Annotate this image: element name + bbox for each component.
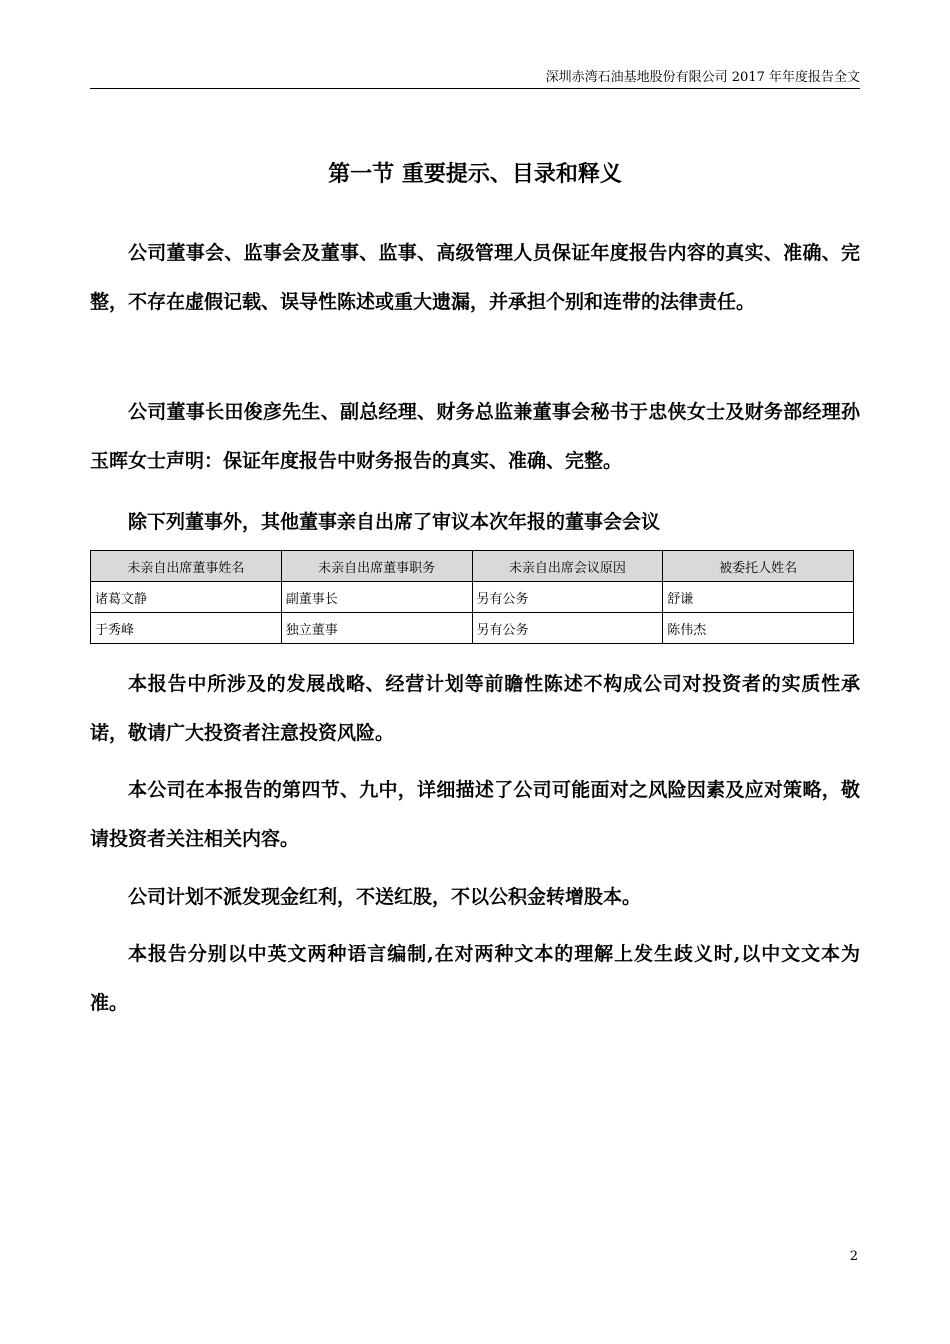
column-header-name: 未亲自出席董事姓名: [91, 551, 282, 582]
paragraph-forward-looking: 本报告中所涉及的发展战略、经营计划等前瞻性陈述不构成公司对投资者的实质性承诺，敬请广大投资者注意投资风险。: [90, 673, 860, 744]
paragraph-language-note: 本报告分别以中英文两种语言编制,在对两种文本的理解上发生歧义时,以中文文本为准。: [90, 943, 860, 1014]
page-number: 2: [849, 1249, 858, 1264]
absent-directors-table: [90, 550, 854, 644]
header-title: 深圳赤湾石油基地股份有限公司 2017 年年度报告全文: [545, 70, 860, 85]
table-cell: 独立董事: [281, 613, 472, 644]
table-cell: 舒谦: [663, 582, 854, 613]
paragraph-financial-statement: 公司董事长田俊彦先生、副总经理、财务总监兼董事会秘书于忠侠女士及财务部经理孙玉晖女士声明：保证年度报告中财务报告的真实、准确、完整。: [90, 401, 860, 472]
table-cell: 另有公务: [472, 582, 663, 613]
table-cell: 另有公务: [472, 613, 663, 644]
table-header-row: [91, 551, 854, 582]
table-cell: 诸葛文静: [91, 582, 282, 613]
table-cell: 于秀峰: [91, 613, 282, 644]
table-row: [91, 613, 854, 644]
table-cell: 副董事长: [281, 582, 472, 613]
column-header-position: 未亲自出席董事职务: [281, 551, 472, 582]
page-header: [90, 62, 860, 89]
paragraph-director-attendance: 除下列董事外，其他董事亲自出席了审议本次年报的董事会会议: [128, 511, 661, 533]
column-header-reason: 未亲自出席会议原因: [472, 551, 663, 582]
paragraph-dividend-plan: 公司计划不派发现金红利，不送红股，不以公积金转增股本。: [128, 886, 642, 908]
paragraph-board-guarantee: 公司董事会、监事会及董事、监事、高级管理人员保证年度报告内容的真实、准确、完整，不存在虚假记载、误导性陈述或重大遗漏，并承担个别和连带的法律责任。: [90, 242, 860, 313]
section-title: 第一节 重要提示、目录和释义: [328, 161, 622, 187]
paragraph-risk-factors: 本公司在本报告的第四节、九中，详细描述了公司可能面对之风险因素及应对策略，敬请投资者关注相关内容。: [90, 779, 860, 850]
table-row: [91, 582, 854, 613]
column-header-proxy: 被委托人姓名: [663, 551, 854, 582]
table-cell: 陈伟杰: [663, 613, 854, 644]
